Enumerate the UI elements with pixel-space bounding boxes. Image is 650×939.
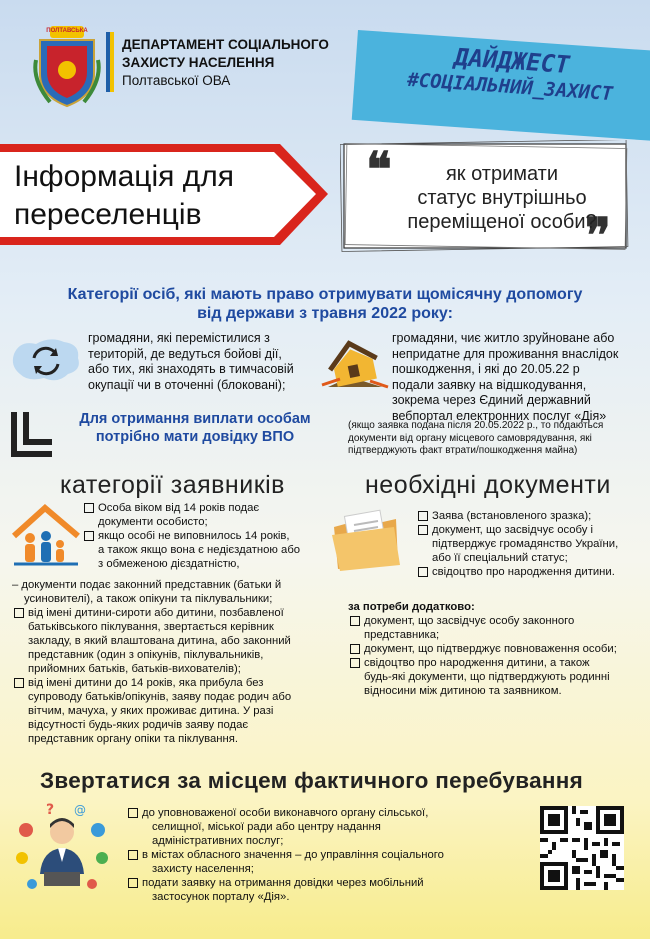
documents-list-1 [418,509,643,579]
list-item [418,565,643,579]
applicants-note-line: усиновителі), а також опікуни та піклувальники; [24,593,273,605]
list-item [350,656,640,698]
info-title-line-2: переселенців [14,198,202,231]
checkbox-bullet-icon [128,808,138,818]
relocation-map-icon [10,334,82,386]
category-housing-line: громадяни, чиє житло зруйноване або [392,331,615,345]
quote-open-icon: ❝ [366,142,392,198]
apply-list [128,806,498,904]
digest-title: ДАЙДЖЕСТ [453,43,571,80]
list-item-line: а також якщо вона є недієздатною або [98,544,301,556]
list-item [350,614,640,642]
housing-note-line: (якщо заявка подана після 20.05.2022 р., то подаються [348,420,604,431]
dept-line-1: ДЕПАРТАМЕНТ СОЦІАЛЬНОГО [122,37,329,52]
applicants-list-1 [84,501,334,571]
list-item-line: будь-які документи, що підтверджують родинні [364,671,610,683]
checkbox-bullet-icon [418,567,428,577]
digest-banner [358,30,650,124]
list-item [128,806,498,848]
applicants-note [12,578,342,606]
list-item [84,529,334,571]
list-item [350,642,640,656]
info-title [14,158,234,234]
category-displaced [88,331,308,393]
list-item-line: Особа віком від 14 років подає [98,502,260,514]
list-item-line: селищної, міської ради або центру надання [152,821,381,833]
list-item-line: в містах обласного значення – до управління соціального [142,849,444,861]
list-item-line: представник органу опіки та піклування. [28,733,238,745]
list-item-line: підтверджує громадянство України, [432,538,619,550]
checkbox-bullet-icon [350,644,360,654]
list-item-line: представника; [364,629,440,641]
applicants-note-line: – документи подає законний представник (батьки й [12,579,282,591]
checkbox-bullet-icon [418,525,428,535]
category-displaced-line: громадяни, які перемістилися з [88,331,270,345]
categories-title [20,285,630,323]
svg-text:?: ? [46,802,55,818]
quote-question [382,162,622,234]
info-title-line-1: Інформація для [14,160,234,193]
payment-line-1: Для отримання виплати особам [79,411,311,427]
list-item-line: супроводу батьків/опікунів, заяву подає родич або [28,691,292,703]
checkbox-bullet-icon [350,616,360,626]
quote-line-1: як отримати [445,163,559,185]
checkbox-bullet-icon [14,678,24,688]
category-housing-line: непридатне для проживання внаслідок [392,346,619,361]
list-item-line: відносини між дитиною та заявником. [364,685,562,697]
list-item-line: свідоцтво про народження дитини, а також [364,657,590,669]
list-item-line: документ, що засвідчує особу і [432,524,594,536]
svg-text:@: @ [74,803,86,817]
list-item-line: або її спеціальний статус; [432,552,568,564]
quote-close-icon: ❞ [585,208,611,264]
checkbox-bullet-icon [14,608,24,618]
list-item-line: закладу, в який влаштована дитина, або законний [28,635,291,647]
applicants-title: категорії заявників [60,471,285,499]
digest-hashtag: #СОЦІАЛЬНИЙ_ЗАХИСТ [406,68,614,106]
payment-line-2: потрібно мати довідку ВПО [95,429,295,445]
list-item-line: до уповноваженої особи виконавчого органу сільської, [142,807,429,819]
list-item-line: від імені дитини до 14 років, яка прибула без [28,677,264,689]
list-item-line: документ, що засвідчує особу законного [364,615,575,627]
housing-note [348,420,638,458]
office-worker-icon [12,800,112,900]
list-item-line: з обмеженою дієздатністю, [98,558,240,570]
applicants-list-2 [14,606,344,746]
crest-label: ПОЛТАВСЬКА [46,28,88,34]
checkbox-bullet-icon [128,878,138,888]
list-item [14,676,344,746]
dept-line-2: ЗАХИСТУ НАСЕЛЕННЯ [122,55,275,70]
list-item [14,606,344,676]
list-item-line: представник (один з опікунів, піклувальників, [28,649,264,661]
folder-icon [330,505,402,575]
list-item-line: свідоцтво про народження дитини. [432,566,615,578]
list-item-line: документи особисто; [98,516,208,528]
dept-line-3: Полтавської ОВА [122,73,231,88]
list-item-line: від імені дитини-сироти або дитини, позбавленої [28,607,284,619]
list-item [128,876,498,904]
list-item-line: документ, що підтверджує повноваження особи; [364,643,617,655]
qr-code-icon[interactable] [540,806,624,890]
payment-requirement [60,410,330,446]
family-house-icon [8,500,82,570]
quote-line-3: переміщеної особи? [407,211,597,233]
category-displaced-line: окупації чи в оточенні (блоковані); [88,377,286,392]
category-housing-line: подали заявку на відшкодування, [392,377,587,392]
list-item-line: якщо особі не виповнилось 14 років, [98,530,290,542]
list-item-line: захисту населення; [152,863,254,875]
category-housing-line: вебпортал електронних послуг «Дія» [392,408,607,423]
checkbox-bullet-icon [128,850,138,860]
checkbox-bullet-icon [84,531,94,541]
flag-stripe-yellow [110,32,114,92]
housing-note-line: документи від органу місцевого самоврядування, які [348,432,592,444]
category-housing-line: зокрема через Єдиний державний [392,393,591,407]
documents-list-2 [350,614,640,698]
category-housing-line: пошкодження, і які до 20.05.22 р [392,362,580,376]
quote-line-2: статус внутрішньо [417,187,587,209]
checkbox-bullet-icon [418,511,428,521]
list-item-line: батьківського піклування, звертається керівник [28,621,274,633]
list-item-line: подати заявку на отримання довідки через мобільний [142,877,424,889]
category-destroyed-housing [392,331,642,424]
categories-title-line-1: Категорії осіб, які мають право отримувати щомісячну допомогу [67,286,583,303]
checkbox-bullet-icon [350,658,360,668]
list-item [128,848,498,876]
corner-brackets-icon [10,408,56,458]
checkbox-bullet-icon [84,503,94,513]
destroyed-house-icon [320,335,390,393]
list-item [418,509,643,523]
category-displaced-line: або тих, які знаходять в тимчасовій [88,362,294,376]
apply-title: Звертатися за місцем фактичного перебування [40,768,584,793]
list-item-line: прийомних батьків, батьків-вихователів); [28,663,241,675]
list-item-line: адміністративних послуг; [152,835,284,847]
category-displaced-line: територій, де ведуться бойові дії, [88,346,282,361]
list-item-line: відсутності будь-яких родичів заяву подає [28,719,249,731]
department-name [122,36,329,90]
list-item [84,501,334,529]
categories-title-line-2: від держави з травня 2022 року: [197,305,453,322]
additional-documents-title: за потреби додатково: [348,601,475,613]
documents-title: необхідні документи [365,471,611,499]
housing-note-line: підтверджують факт втрати/пошкодження майна) [348,445,578,456]
list-item-line: Заява (встановленого зразка); [432,510,592,522]
list-item-line: вітчим, мачуха, у яких проживає дитина. У разі [28,705,274,717]
list-item-line: застосунок порталу «Дія». [152,891,290,903]
list-item [418,523,643,565]
